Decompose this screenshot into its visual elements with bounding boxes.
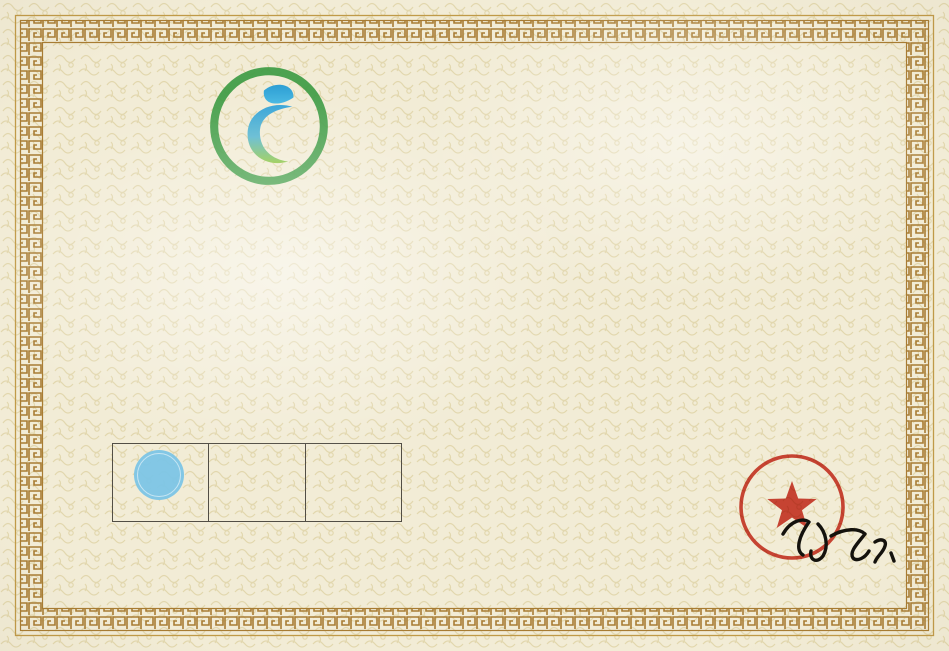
annual-review-stamp-2022 (133, 449, 185, 501)
association-logo (203, 60, 335, 192)
qr-code (535, 480, 627, 572)
logo-leaf-mark (248, 85, 294, 163)
annual-review-cell-3 (306, 444, 401, 521)
annual-review-cell-2 (209, 444, 305, 521)
official-red-seal (723, 436, 915, 578)
